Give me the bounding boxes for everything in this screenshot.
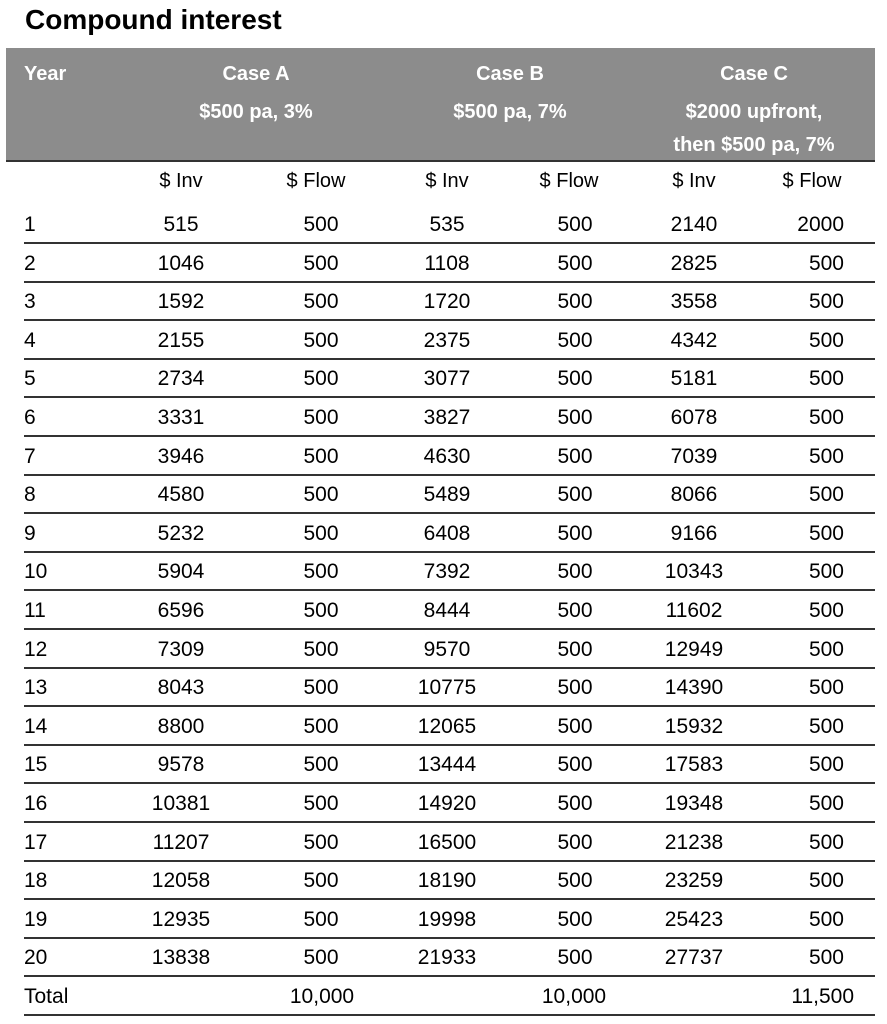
- table-row: [6, 438, 875, 476]
- case-b-inv-cell: 535: [429, 213, 465, 236]
- case-b-flow-cell: 500: [557, 521, 593, 545]
- case-a-flow-cell: 500: [303, 483, 339, 507]
- case-a-inv-cell: 2734: [157, 367, 205, 391]
- case-a-inv-cell: 12058: [151, 869, 211, 893]
- case-a-flow-cell: 500: [303, 406, 339, 429]
- case-c-inv-cell: 5181: [670, 367, 718, 391]
- case-c-inv-cell: 4342: [670, 328, 718, 352]
- page-title: Compound interest: [25, 4, 282, 35]
- year-cell: 6: [24, 406, 36, 429]
- year-cell: 3: [24, 290, 36, 314]
- case-b-inv-cell: 18190: [417, 869, 477, 893]
- case-c-flow-cell: 500: [808, 637, 844, 661]
- case-a-inv-cell: 10381: [151, 792, 211, 815]
- case-b-flow-cell: 500: [557, 869, 593, 893]
- table-row: [6, 669, 875, 707]
- year-cell: 14: [24, 714, 48, 738]
- case-c-inv-cell: 21238: [664, 830, 724, 854]
- year-cell: 20: [24, 946, 48, 970]
- case-b-flow-cell: 500: [557, 560, 593, 584]
- case-b-inv-cell: 2375: [423, 328, 471, 352]
- case-c-flow-subheader: $ Flow: [782, 170, 842, 192]
- case-b-inv-cell: 8444: [423, 599, 471, 622]
- case-a-flow-cell: 500: [303, 521, 339, 545]
- case-b-inv-cell: 3827: [423, 406, 471, 429]
- year-header: Year: [24, 63, 67, 85]
- year-cell: 18: [24, 869, 48, 893]
- case-a-desc: $500 pa, 3%: [199, 101, 313, 123]
- case-a-flow-cell: 500: [303, 251, 339, 275]
- case-b-flow-cell: 500: [557, 367, 593, 391]
- year-cell: 16: [24, 792, 48, 815]
- case-c-flow-cell: 500: [808, 483, 844, 507]
- case-c-flow-cell: 500: [808, 328, 844, 352]
- year-cell: 12: [24, 637, 48, 661]
- case-c-flow-cell: 500: [808, 946, 844, 970]
- case-c-inv-cell: 2140: [670, 213, 718, 236]
- year-cell: 17: [24, 830, 48, 854]
- case-a-inv-cell: 515: [163, 213, 199, 236]
- table-row: [6, 901, 875, 939]
- case-c-desc-line2: then $500 pa, 7%: [673, 134, 835, 156]
- case-b-flow-cell: 500: [557, 907, 593, 931]
- case-c-inv-cell: 10343: [664, 560, 724, 584]
- case-b-flow-cell: 500: [557, 406, 593, 429]
- case-b-flow-cell: 500: [557, 251, 593, 275]
- case-a-flow-cell: 500: [303, 637, 339, 661]
- case-c-inv-cell: 11602: [665, 599, 723, 622]
- table-row: [6, 206, 875, 244]
- case-a-flow-cell: 500: [303, 907, 339, 931]
- case-a-flow-cell: 500: [303, 676, 339, 700]
- case-a-flow-subheader: $ Flow: [286, 170, 346, 192]
- case-b-flow-cell: 500: [557, 637, 593, 661]
- case-a-flow-cell: 500: [303, 714, 339, 738]
- case-a-flow-cell: 500: [303, 946, 339, 970]
- case-a-inv-cell: 12935: [151, 907, 211, 931]
- case-c-inv-cell: 27737: [664, 946, 724, 970]
- case-b-inv-cell: 9570: [423, 637, 471, 661]
- case-c-flow-cell: 500: [808, 830, 844, 854]
- case-b-flow-cell: 500: [557, 328, 593, 352]
- case-c-flow-cell: 500: [808, 714, 844, 738]
- table-row: [6, 553, 875, 591]
- case-c-inv-cell: 8066: [670, 483, 718, 507]
- case-a-flow-cell: 500: [303, 869, 339, 893]
- year-cell: 5: [24, 367, 36, 391]
- case-a-inv-cell: 9578: [157, 753, 205, 777]
- case-b-inv-cell: 13444: [417, 753, 477, 777]
- case-a-inv-cell: 11207: [152, 830, 210, 854]
- case-c-flow-cell: 2000: [797, 213, 844, 236]
- case-b-inv-cell: 4630: [423, 444, 471, 468]
- table-row: [6, 592, 875, 630]
- year-cell: 2: [24, 251, 36, 275]
- case-b-inv-cell: 5489: [423, 483, 471, 507]
- case-b-inv-cell: 1720: [423, 290, 471, 314]
- case-a-flow-cell: 500: [303, 328, 339, 352]
- case-b-flow-cell: 500: [557, 213, 593, 236]
- case-b-inv-cell: 10775: [417, 676, 477, 700]
- case-a-inv-cell: 1592: [157, 290, 205, 314]
- case-c-inv-subheader: $ Inv: [672, 170, 716, 192]
- case-c-flow-cell: 500: [808, 599, 844, 622]
- case-a-flow-cell: 500: [303, 290, 339, 314]
- case-c-flow-cell: 500: [808, 521, 844, 545]
- table-row: [6, 708, 875, 746]
- case-a-inv-cell: 8043: [157, 676, 205, 700]
- case-b-flow-cell: 500: [557, 599, 593, 622]
- case-b-inv-cell: 7392: [423, 560, 471, 584]
- case-a-inv-cell: 3946: [157, 444, 205, 468]
- header-divider: [6, 160, 875, 162]
- case-c-inv-cell: 25423: [664, 907, 724, 931]
- table-row: [6, 360, 875, 398]
- case-c-flow-cell: 500: [808, 907, 844, 931]
- case-c-flow-cell: 500: [808, 251, 844, 275]
- case-b-inv-cell: 19998: [417, 907, 477, 931]
- case-c-inv-cell: 6078: [670, 406, 718, 429]
- table-row: [6, 515, 875, 553]
- case-b-inv-cell: 12065: [417, 714, 477, 738]
- case-a-flow-cell: 500: [303, 792, 339, 815]
- table-row: [6, 862, 875, 900]
- case-c-inv-cell: 14390: [664, 676, 724, 700]
- case-c-inv-cell: 19348: [664, 792, 724, 815]
- case-c-inv-cell: 3558: [670, 290, 718, 314]
- case-a-header: Case A: [222, 63, 290, 85]
- case-c-inv-cell: 2825: [670, 251, 718, 275]
- case-b-flow-cell: 500: [557, 676, 593, 700]
- case-b-flow-cell: 500: [557, 483, 593, 507]
- year-cell: 4: [24, 328, 36, 352]
- case-c-header: Case C: [720, 63, 788, 85]
- table-row: [6, 322, 875, 360]
- case-c-flow-cell: 500: [808, 290, 844, 314]
- case-b-inv-cell: 6408: [423, 521, 471, 545]
- table-row: [6, 283, 875, 321]
- table-row: [6, 824, 875, 862]
- case-a-inv-cell: 4580: [157, 483, 205, 507]
- case-a-inv-cell: 1046: [157, 251, 205, 275]
- year-cell: 15: [24, 753, 48, 777]
- table-row: [6, 631, 875, 669]
- total-underline: [24, 1014, 875, 1016]
- year-cell: 19: [24, 907, 48, 931]
- case-b-inv-subheader: $ Inv: [425, 170, 469, 192]
- year-cell: 13: [24, 676, 48, 700]
- table-row: [6, 245, 875, 283]
- table-row: [6, 476, 875, 514]
- case-c-flow-cell: 500: [808, 560, 844, 584]
- case-a-flow-cell: 500: [303, 444, 339, 468]
- case-c-inv-cell: 23259: [664, 869, 724, 893]
- case-a-inv-cell: 2155: [157, 328, 205, 352]
- case-a-flow-cell: 500: [303, 560, 339, 584]
- table-row: [6, 939, 875, 977]
- case-c-flow-cell: 500: [808, 444, 844, 468]
- case-a-flow-cell: 500: [303, 830, 339, 854]
- case-a-inv-cell: 3331: [157, 406, 205, 429]
- case-c-flow-cell: 500: [808, 753, 844, 777]
- case-c-flow-cell: 500: [808, 869, 844, 893]
- case-b-flow-cell: 500: [557, 792, 593, 815]
- case-b-flow-cell: 500: [557, 714, 593, 738]
- case-c-inv-cell: 12949: [664, 637, 724, 661]
- case-c-desc-line1: $2000 upfront,: [685, 101, 823, 123]
- case-a-inv-cell: 7309: [157, 637, 205, 661]
- table-row: [6, 785, 875, 823]
- case-a-inv-cell: 8800: [157, 714, 205, 738]
- case-b-flow-subheader: $ Flow: [539, 170, 599, 192]
- case-c-flow-cell: 500: [808, 676, 844, 700]
- table-header: [6, 48, 875, 161]
- case-c-flow-cell: 500: [808, 406, 844, 429]
- case-a-inv-subheader: $ Inv: [159, 170, 203, 192]
- case-b-flow-cell: 500: [557, 753, 593, 777]
- year-cell: 10: [24, 560, 48, 584]
- case-b-header: Case B: [476, 63, 544, 85]
- total-label: Total: [24, 985, 69, 1008]
- case-a-flow-cell: 500: [303, 753, 339, 777]
- total-a-flow: 10,000: [289, 985, 355, 1008]
- case-c-flow-cell: 500: [808, 792, 844, 815]
- year-cell: 7: [24, 444, 36, 468]
- total-b-flow: 10,000: [541, 985, 607, 1008]
- case-b-flow-cell: 500: [557, 946, 593, 970]
- case-b-flow-cell: 500: [557, 830, 593, 854]
- case-a-flow-cell: 500: [303, 213, 339, 236]
- year-cell: 1: [24, 213, 36, 236]
- case-b-inv-cell: 16500: [417, 830, 477, 854]
- year-cell: 11: [24, 599, 46, 622]
- table-row: [6, 399, 875, 437]
- case-b-inv-cell: 1108: [424, 251, 470, 275]
- total-c-flow: 11,500: [791, 985, 854, 1008]
- case-a-inv-cell: 5904: [157, 560, 205, 584]
- case-a-inv-cell: 13838: [151, 946, 211, 970]
- case-b-desc: $500 pa, 7%: [453, 101, 567, 123]
- case-c-inv-cell: 7039: [670, 444, 718, 468]
- case-b-inv-cell: 3077: [423, 367, 471, 391]
- total-row: [6, 978, 875, 1016]
- table-row: [6, 746, 875, 784]
- case-b-inv-cell: 21933: [417, 946, 477, 970]
- case-b-flow-cell: 500: [557, 444, 593, 468]
- case-c-inv-cell: 15932: [664, 714, 724, 738]
- year-cell: 8: [24, 483, 36, 507]
- case-b-flow-cell: 500: [557, 290, 593, 314]
- case-a-flow-cell: 500: [303, 367, 339, 391]
- case-b-inv-cell: 14920: [417, 792, 477, 815]
- case-a-inv-cell: 5232: [157, 521, 205, 545]
- case-a-inv-cell: 6596: [157, 599, 205, 622]
- year-cell: 9: [24, 521, 36, 545]
- case-c-flow-cell: 500: [808, 367, 844, 391]
- case-c-inv-cell: 9166: [670, 521, 718, 545]
- case-c-inv-cell: 17583: [664, 753, 724, 777]
- case-a-flow-cell: 500: [303, 599, 339, 622]
